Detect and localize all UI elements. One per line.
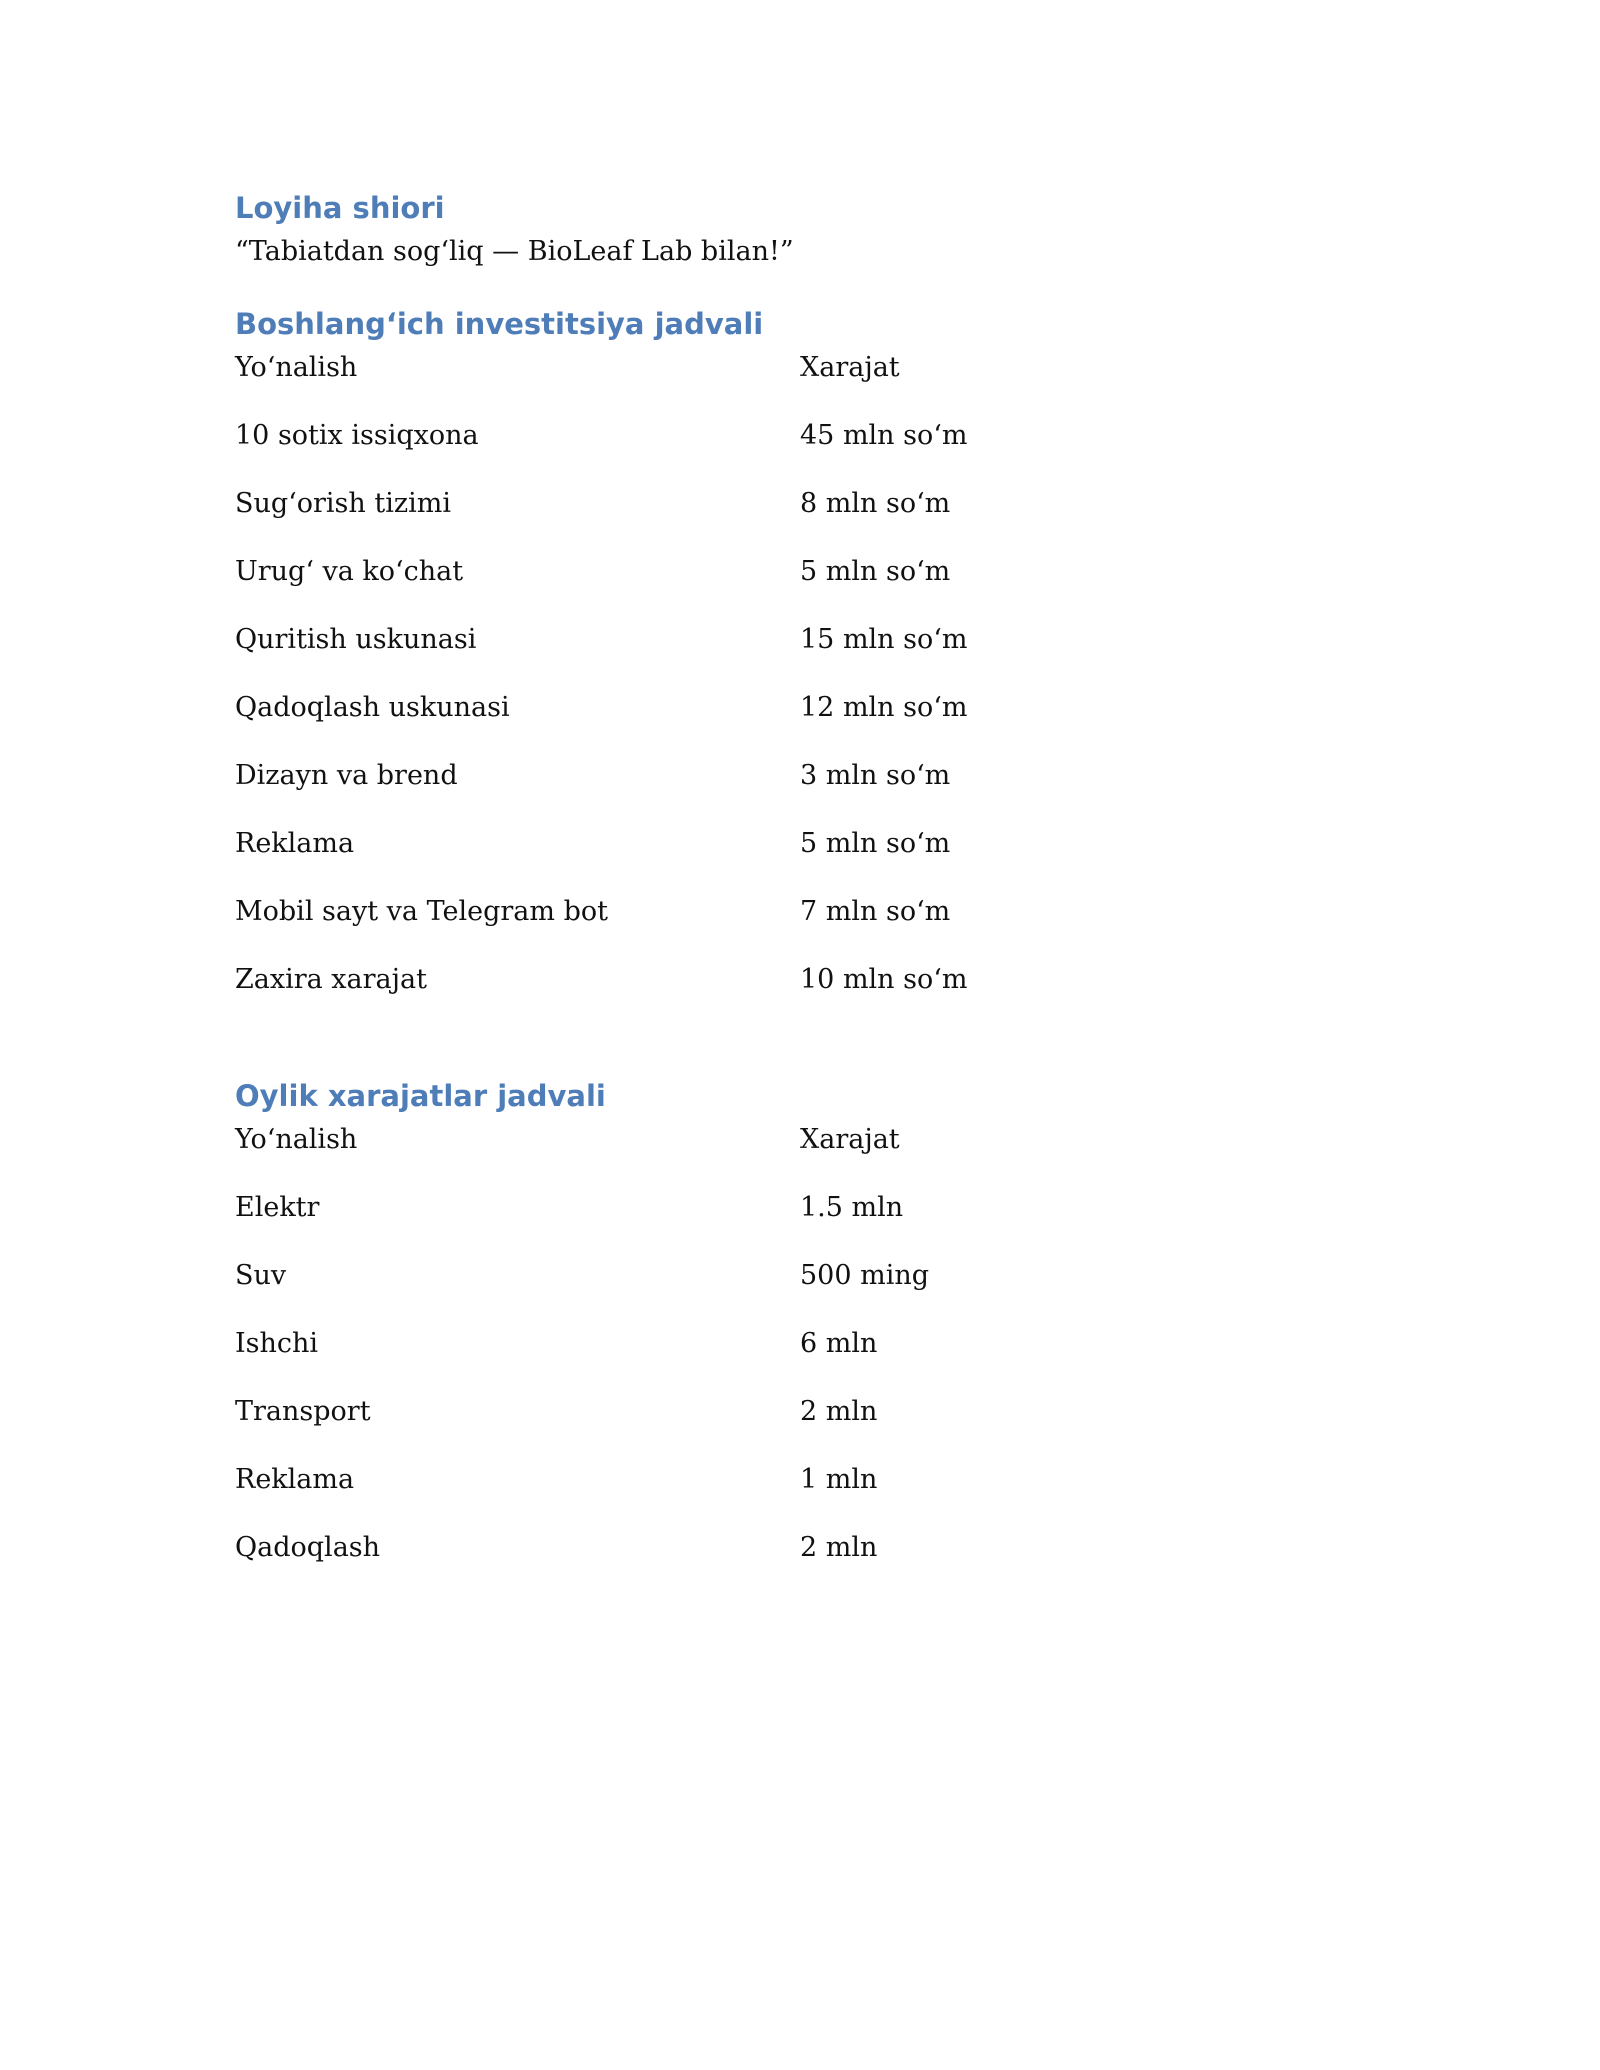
cost-cell: 12 mln so‘m <box>800 692 968 723</box>
table-row <box>235 686 1365 754</box>
cost-cell: 3 mln so‘m <box>800 760 951 791</box>
direction-cell: Urug‘ va ko‘chat <box>235 556 464 587</box>
column-header-direction: Yo‘nalish <box>235 1124 358 1155</box>
table-row <box>235 1254 1365 1322</box>
cost-cell: 5 mln so‘m <box>800 556 951 587</box>
column-header-direction: Yo‘nalish <box>235 352 358 383</box>
table-row <box>235 890 1365 958</box>
direction-cell: Suv <box>235 1260 287 1291</box>
direction-cell: Qadoqlash <box>235 1532 381 1563</box>
table-row <box>235 414 1365 482</box>
direction-cell: 10 sotix issiqxona <box>235 420 479 451</box>
table-row <box>235 1458 1365 1526</box>
direction-cell: Reklama <box>235 1464 355 1495</box>
slogan-heading: Loyiha shiori <box>235 191 445 225</box>
table-row <box>235 618 1365 686</box>
direction-cell: Qadoqlash uskunasi <box>235 692 510 723</box>
table-row <box>235 754 1365 822</box>
direction-cell: Mobil sayt va Telegram bot <box>235 896 608 927</box>
cost-cell: 10 mln so‘m <box>800 964 968 995</box>
cost-cell: 1.5 mln <box>800 1192 904 1223</box>
cost-cell: 1 mln <box>800 1464 878 1495</box>
table-row <box>235 550 1365 618</box>
investment-table-heading: Boshlang‘ich investitsiya jadvali <box>235 307 764 341</box>
direction-cell: Elektr <box>235 1192 320 1223</box>
monthly-table-heading: Oylik xarajatlar jadvali <box>235 1079 606 1113</box>
investment-table <box>235 346 1365 1026</box>
direction-cell: Quritish uskunasi <box>235 624 477 655</box>
cost-cell: 500 ming <box>800 1260 930 1291</box>
direction-cell: Transport <box>235 1396 371 1427</box>
cost-cell: 45 mln so‘m <box>800 420 968 451</box>
table-row <box>235 958 1365 1026</box>
monthly-table-header-row <box>235 1118 1365 1186</box>
column-header-cost: Xarajat <box>800 352 900 383</box>
document-page <box>235 186 1365 1594</box>
table-row <box>235 1186 1365 1254</box>
column-header-cost: Xarajat <box>800 1124 900 1155</box>
slogan-text: “Tabiatdan sog‘liq — BioLeaf Lab bilan!” <box>235 236 794 267</box>
cost-cell: 2 mln <box>800 1532 878 1563</box>
table-row <box>235 1322 1365 1390</box>
investment-table-header-row <box>235 346 1365 414</box>
cost-cell: 6 mln <box>800 1328 878 1359</box>
cost-cell: 15 mln so‘m <box>800 624 968 655</box>
direction-cell: Reklama <box>235 828 355 859</box>
table-row <box>235 822 1365 890</box>
direction-cell: Dizayn va brend <box>235 760 458 791</box>
cost-cell: 8 mln so‘m <box>800 488 951 519</box>
cost-cell: 2 mln <box>800 1396 878 1427</box>
direction-cell: Zaxira xarajat <box>235 964 427 995</box>
direction-cell: Ishchi <box>235 1328 319 1359</box>
table-row <box>235 482 1365 550</box>
cost-cell: 5 mln so‘m <box>800 828 951 859</box>
table-row <box>235 1390 1365 1458</box>
monthly-table <box>235 1118 1365 1594</box>
table-row <box>235 1526 1365 1594</box>
cost-cell: 7 mln so‘m <box>800 896 951 927</box>
direction-cell: Sug‘orish tizimi <box>235 488 451 519</box>
